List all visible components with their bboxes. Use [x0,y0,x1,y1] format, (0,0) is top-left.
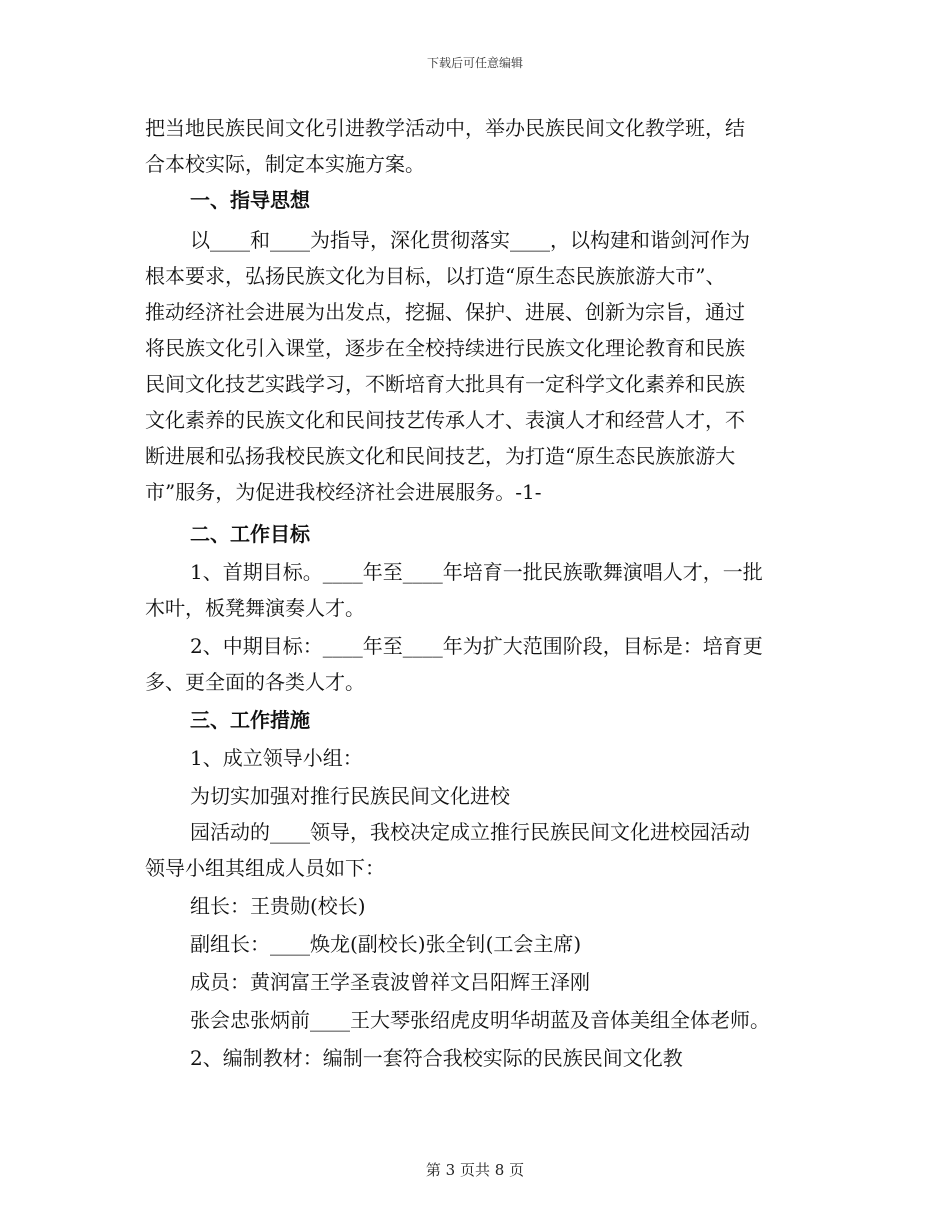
body-line: 民间文化技艺实践学习，不断培育大批具有一定科学文化素养和民族 [145,372,745,396]
body-line: 以____和____为指导，深化贯彻落实____，以构建和谐剑河作为 [190,228,750,252]
body-line: 推动经济社会进展为出发点，挖掘、保护、进展、创新为宗旨，通过 [145,300,745,324]
body-line: 把当地民族民间文化引进教学活动中，举办民族民间文化教学班，结 [145,116,745,140]
body-line: 组长：王贵勋(校长) [190,894,366,918]
body-line: 园活动的____领导，我校决定成立推行民族民间文化进校园活动 [190,820,750,844]
body-line: 木叶，板凳舞演奏人才。 [145,596,365,620]
body-line: 断进展和弘扬我校民族文化和民间技艺，为打造“原生态民族旅游大 [145,444,736,468]
body-line: 将民族文化引入课堂，逐步在全校持续进行民族文化理论教育和民族 [145,336,745,360]
section-heading: 二、工作目标 [190,522,310,546]
body-line: 副组长：____焕龙(副校长)张全钊(工会主席) [190,932,582,956]
section-heading: 一、指导思想 [190,188,310,212]
body-line: 张会忠张炳前____王大琴张绍虎皮明华胡蓝及音体美组全体老师。 [190,1008,770,1032]
body-line: 1、成立领导小组： [190,746,363,770]
body-line: 领导小组其组成人员如下： [145,856,385,880]
body-line: 2、中期目标：____年至____年为扩大范围阶段，目标是：培育更 [190,634,763,658]
body-line: 2、编制教材：编制一套符合我校实际的民族民间文化教 [190,1046,683,1070]
body-line: 成员：黄润富王学圣袁波曾祥文吕阳辉王泽刚 [190,970,590,994]
body-line: 市”服务，为促进我校经济社会进展服务。-1- [145,480,542,504]
section-heading: 三、工作措施 [190,708,310,732]
body-line: 为切实加强对推行民族民间文化进校 [190,784,510,808]
page-footer: 第 3 页共 8 页 [425,1161,525,1179]
body-line: 根本要求，弘扬民族文化为目标，以打造“原生态民族旅游大市”、 [145,264,726,288]
body-line: 文化素养的民族文化和民间技艺传承人才、表演人才和经营人才，不 [145,408,745,432]
page-header: 下载后可任意编辑 [426,56,523,70]
body-line: 多、更全面的各类人才。 [145,670,365,694]
body-line: 合本校实际，制定本实施方案。 [145,152,425,176]
body-line: 1、首期目标。____年至____年培育一批民族歌舞演唱人才，一批 [190,560,763,584]
